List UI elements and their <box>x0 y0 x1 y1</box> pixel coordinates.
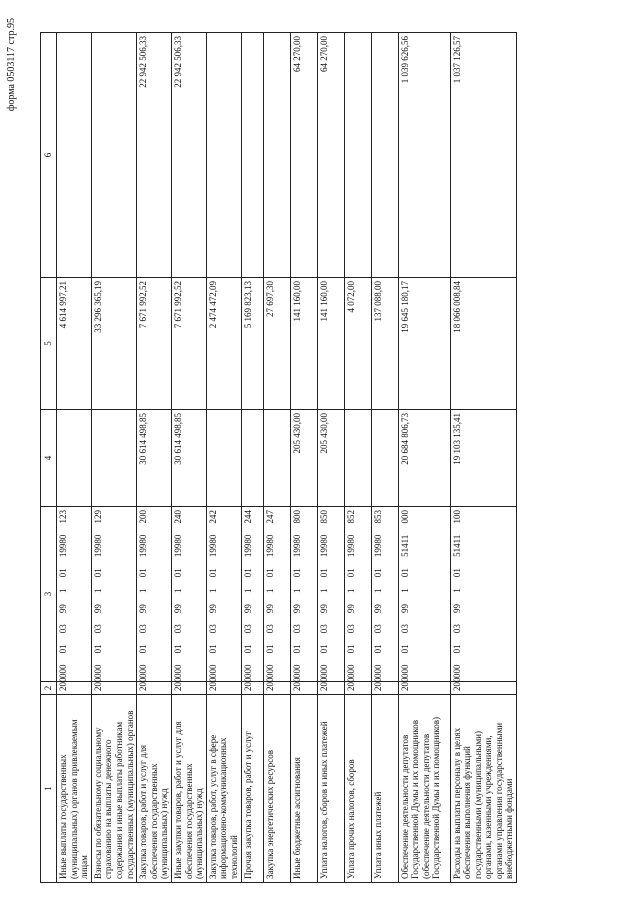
row-budget-code-cell <box>57 507 92 682</box>
budget-code-part: 01 <box>242 568 253 578</box>
row-name-cell: Расходы на выплаты персоналу в целях обеспечения выполнения функций государственными (муниципальными) органами, казенными учреждениями, органами управления государственными внебюджетными фондами <box>450 695 517 883</box>
row-approved-amount-cell: 30 614 498,85 <box>171 410 206 507</box>
budget-code-part: 123 <box>58 510 68 524</box>
budget-code-part: 01 <box>451 568 462 578</box>
budget-code-part: 99 <box>207 604 218 614</box>
budget-code-part: 1 <box>264 588 275 593</box>
budget-code-part: 99 <box>92 604 103 614</box>
budget-code-part: 19980 <box>242 534 253 558</box>
budget-code-part: 129 <box>92 510 103 524</box>
budget-code-part: 1 <box>399 588 410 593</box>
table-row <box>398 33 450 883</box>
budget-code <box>319 510 329 678</box>
row-budget-code-cell <box>91 507 136 682</box>
budget-code-part: 1 <box>138 588 149 593</box>
budget-code-part: 850 <box>318 510 329 524</box>
header-cell: 5 <box>41 278 57 410</box>
row-approved-amount-cell: 19 103 135,41 <box>450 410 517 507</box>
budget-code-part: 01 <box>92 644 103 654</box>
row-executed-amount-cell: 19 645 180,17 <box>398 278 450 410</box>
budget-code-part: 51411 <box>451 534 462 557</box>
budget-code-part: 000 <box>264 664 275 678</box>
budget-code-part: 000 <box>138 664 149 678</box>
budget-code-part: 000 <box>399 510 410 524</box>
row-executed-amount-cell: 2 474 472,09 <box>206 278 241 410</box>
report-table <box>40 32 517 883</box>
row-approved-amount-cell <box>344 410 371 507</box>
row-name-cell: Иные бюджетные ассигнования <box>290 695 317 883</box>
budget-code <box>208 510 218 678</box>
budget-code-part: 01 <box>207 568 218 578</box>
budget-code-part: 200 <box>138 510 149 524</box>
row-unexecuted-amount-cell <box>371 33 398 278</box>
row-budget-code-cell <box>137 507 172 682</box>
budget-code-part: 800 <box>291 510 302 524</box>
table-body <box>57 33 517 883</box>
budget-code-part: 01 <box>318 644 329 654</box>
row-approved-amount-cell <box>263 410 290 507</box>
budget-code-part: 01 <box>372 644 383 654</box>
row-executed-amount-cell: 7 671 992,52 <box>137 278 172 410</box>
table-row <box>91 33 136 883</box>
row-executed-amount-cell: 141 160,00 <box>290 278 317 410</box>
table-row <box>371 33 398 883</box>
budget-code <box>58 510 68 678</box>
row-approved-amount-cell: 205 430,00 <box>317 410 344 507</box>
budget-code-part: 01 <box>264 644 275 654</box>
budget-code-part: 99 <box>372 604 383 614</box>
budget-code-part: 99 <box>291 604 302 614</box>
row-executed-amount-cell: 141 160,00 <box>317 278 344 410</box>
header-cell: 4 <box>41 410 57 507</box>
row-line-code-cell: 200 <box>171 682 206 695</box>
row-approved-amount-cell <box>91 410 136 507</box>
row-unexecuted-amount-cell <box>241 33 263 278</box>
budget-code-part: 000 <box>172 664 183 678</box>
row-name-cell: Взносы по обязательному социальному страхованию на выплаты денежного содержания и иные выплаты работникам государственных (муниципальных) органов <box>91 695 136 883</box>
budget-code-part: 03 <box>264 624 275 634</box>
budget-code-part: 1 <box>372 588 383 593</box>
budget-code-part: 03 <box>172 624 183 634</box>
budget-code-part: 01 <box>291 644 302 654</box>
row-approved-amount-cell <box>57 410 92 507</box>
row-name-cell: Уплата налогов, сборов и иных платежей <box>317 695 344 883</box>
budget-code-part: 01 <box>264 568 275 578</box>
budget-code-part: 1 <box>92 588 103 593</box>
budget-code-part: 01 <box>242 644 253 654</box>
header-cell: 1 <box>41 695 57 883</box>
row-unexecuted-amount-cell <box>344 33 371 278</box>
row-budget-code-cell <box>450 507 517 682</box>
row-executed-amount-cell: 33 296 365,19 <box>91 278 136 410</box>
budget-code-part: 03 <box>372 624 383 634</box>
row-unexecuted-amount-cell <box>91 33 136 278</box>
row-budget-code-cell <box>206 507 241 682</box>
budget-code <box>292 510 302 678</box>
table-row <box>171 33 206 883</box>
budget-code-part: 1 <box>207 588 218 593</box>
header-cell: 2 <box>41 682 57 695</box>
budget-code-part: 01 <box>318 568 329 578</box>
row-budget-code-cell <box>344 507 371 682</box>
row-unexecuted-amount-cell: 22 942 506,33 <box>171 33 206 278</box>
table-row <box>206 33 241 883</box>
budget-code-part: 1 <box>291 588 302 593</box>
budget-code-part: 01 <box>399 568 410 578</box>
row-line-code-cell: 200 <box>206 682 241 695</box>
row-unexecuted-amount-cell: 22 942 506,33 <box>137 33 172 278</box>
row-line-code-cell: 200 <box>263 682 290 695</box>
budget-code <box>373 510 383 678</box>
budget-code-part: 99 <box>58 604 68 614</box>
budget-code-part: 000 <box>207 664 218 678</box>
table-row <box>57 33 92 883</box>
budget-code-part: 000 <box>399 664 410 678</box>
row-name-cell: Закупка товаров, работ и услуг для обеспечения государственных (муниципальных) нужд <box>137 695 172 883</box>
budget-code-part: 03 <box>399 624 410 634</box>
budget-code-part: 01 <box>138 644 149 654</box>
row-budget-code-cell <box>371 507 398 682</box>
row-line-code-cell: 200 <box>398 682 450 695</box>
row-budget-code-cell <box>241 507 263 682</box>
budget-code-part: 19980 <box>138 534 149 558</box>
budget-code-part: 99 <box>172 604 183 614</box>
budget-code-part: 01 <box>399 644 410 654</box>
budget-code-part: 19980 <box>264 534 275 558</box>
table-row <box>137 33 172 883</box>
row-approved-amount-cell: 20 684 806,73 <box>398 410 450 507</box>
table-row <box>344 33 371 883</box>
row-budget-code-cell <box>398 507 450 682</box>
budget-code <box>400 510 410 678</box>
budget-code-part: 1 <box>172 588 183 593</box>
budget-code-part: 01 <box>172 644 183 654</box>
row-budget-code-cell <box>317 507 344 682</box>
budget-code-part: 03 <box>207 624 218 634</box>
budget-code <box>173 510 183 678</box>
row-budget-code-cell <box>171 507 206 682</box>
row-executed-amount-cell: 27 697,30 <box>263 278 290 410</box>
row-line-code-cell: 200 <box>91 682 136 695</box>
table-row <box>241 33 263 883</box>
budget-code-part: 19980 <box>372 534 383 558</box>
budget-code-part: 01 <box>58 644 68 654</box>
row-line-code-cell: 200 <box>290 682 317 695</box>
budget-code-part: 1 <box>345 588 356 593</box>
row-budget-code-cell <box>290 507 317 682</box>
budget-code-part: 99 <box>451 603 462 613</box>
budget-code-part: 000 <box>451 664 462 678</box>
budget-code-part: 99 <box>399 603 410 613</box>
row-unexecuted-amount-cell: 64 270,00 <box>317 33 344 278</box>
row-executed-amount-cell: 7 671 992,52 <box>171 278 206 410</box>
row-line-code-cell: 200 <box>371 682 398 695</box>
row-name-cell: Уплата иных платежей <box>371 695 398 883</box>
row-line-code-cell: 200 <box>241 682 263 695</box>
budget-code-part: 03 <box>138 624 149 634</box>
budget-code-part: 19980 <box>291 534 302 558</box>
budget-code-part: 01 <box>207 644 218 654</box>
row-approved-amount-cell <box>241 410 263 507</box>
budget-code-part: 99 <box>345 604 356 614</box>
budget-code-part: 01 <box>372 568 383 578</box>
budget-code-part: 01 <box>172 568 183 578</box>
form-label: форма 0503117 стр.95 <box>6 18 17 112</box>
budget-code-part: 1 <box>58 588 68 593</box>
budget-code-part: 03 <box>291 624 302 634</box>
budget-code-part: 100 <box>451 510 462 524</box>
budget-code-part: 03 <box>92 624 103 634</box>
row-executed-amount-cell: 4 072,00 <box>344 278 371 410</box>
budget-code-part: 01 <box>138 568 149 578</box>
row-unexecuted-amount-cell <box>206 33 241 278</box>
budget-code-part: 000 <box>345 664 356 678</box>
row-line-code-cell: 200 <box>57 682 92 695</box>
row-unexecuted-amount-cell: 1 039 626,56 <box>398 33 450 278</box>
table-row <box>263 33 290 883</box>
budget-code-part: 19980 <box>92 534 103 558</box>
header-cell: 6 <box>41 33 57 278</box>
budget-code-part: 19980 <box>207 534 218 558</box>
row-approved-amount-cell: 30 614 498,85 <box>137 410 172 507</box>
row-name-cell: Закупка товаров, работ, услуг в сфере информационно-коммуникационных технологий <box>206 695 241 883</box>
budget-code-part: 03 <box>318 624 329 634</box>
budget-code-part: 01 <box>291 568 302 578</box>
budget-code-part: 01 <box>345 644 356 654</box>
row-line-code-cell: 200 <box>450 682 517 695</box>
budget-code-part: 000 <box>58 664 68 678</box>
budget-code-part: 000 <box>318 664 329 678</box>
budget-code-part: 240 <box>172 510 183 524</box>
budget-code-part: 19980 <box>58 534 68 558</box>
budget-code <box>138 510 148 678</box>
budget-code-part: 1 <box>242 588 253 593</box>
budget-code-part: 000 <box>291 664 302 678</box>
budget-code-part: 1 <box>451 588 462 593</box>
budget-code-part: 99 <box>264 604 275 614</box>
row-executed-amount-cell: 5 169 823,13 <box>241 278 263 410</box>
budget-code-part: 03 <box>242 624 253 634</box>
row-name-cell: Обеспечение деятельности депутатов Государственной Думы и их помощников (обеспечение деятельности депутатов Государственной Думы и их помощников) <box>398 695 450 883</box>
budget-code-part: 852 <box>345 510 356 524</box>
row-approved-amount-cell: 205 430,00 <box>290 410 317 507</box>
budget-code-part: 01 <box>92 568 103 578</box>
budget-code <box>93 510 103 678</box>
budget-code-part: 19980 <box>172 534 183 558</box>
budget-code <box>265 510 275 678</box>
budget-code-part: 247 <box>264 510 275 524</box>
row-executed-amount-cell: 137 088,00 <box>371 278 398 410</box>
budget-code <box>243 510 253 678</box>
row-unexecuted-amount-cell: 64 270,00 <box>290 33 317 278</box>
budget-code-part: 01 <box>58 568 68 578</box>
budget-code-part: 03 <box>451 624 462 634</box>
row-name-cell: Закупка энергетических ресурсов <box>263 695 290 883</box>
header-cell: 3 <box>41 507 57 682</box>
budget-code-part: 19980 <box>318 534 329 558</box>
budget-code-part: 99 <box>138 604 149 614</box>
budget-code-part: 242 <box>207 510 218 524</box>
row-line-code-cell: 200 <box>137 682 172 695</box>
row-executed-amount-cell: 18 066 008,84 <box>450 278 517 410</box>
budget-code-part: 853 <box>372 510 383 524</box>
row-name-cell: Уплата прочих налогов, сборов <box>344 695 371 883</box>
table-row <box>317 33 344 883</box>
row-name-cell: Иные выплаты государственных (муниципальных) органов привлекаемым лицам <box>57 695 92 883</box>
budget-code-part: 99 <box>318 604 329 614</box>
budget-code-part: 99 <box>242 604 253 614</box>
budget-code-part: 19980 <box>345 534 356 558</box>
budget-code-part: 000 <box>242 664 253 678</box>
row-budget-code-cell <box>263 507 290 682</box>
row-approved-amount-cell <box>206 410 241 507</box>
budget-code-part: 000 <box>92 664 103 678</box>
budget-code-part: 244 <box>242 510 253 524</box>
budget-code <box>346 510 356 678</box>
row-unexecuted-amount-cell <box>263 33 290 278</box>
row-line-code-cell: 200 <box>317 682 344 695</box>
row-unexecuted-amount-cell: 1 037 126,57 <box>450 33 517 278</box>
budget-code-part: 01 <box>345 568 356 578</box>
budget-code-part: 01 <box>451 644 462 654</box>
budget-code-part: 03 <box>345 624 356 634</box>
row-line-code-cell: 200 <box>344 682 371 695</box>
budget-code-part: 000 <box>372 664 383 678</box>
header-row <box>41 33 57 883</box>
row-unexecuted-amount-cell <box>57 33 92 278</box>
budget-code <box>452 510 462 678</box>
budget-code-part: 03 <box>58 624 68 634</box>
budget-code-part: 1 <box>318 588 329 593</box>
row-name-cell: Иные закупки товаров, работ и услуг для обеспечения государственных (муниципальных) нужд <box>171 695 206 883</box>
row-approved-amount-cell <box>371 410 398 507</box>
row-executed-amount-cell: 4 614 997,21 <box>57 278 92 410</box>
table-row <box>290 33 317 883</box>
table-row <box>450 33 517 883</box>
budget-code-part: 51411 <box>399 534 410 557</box>
row-name-cell: Прочая закупка товаров, работ и услуг <box>241 695 263 883</box>
